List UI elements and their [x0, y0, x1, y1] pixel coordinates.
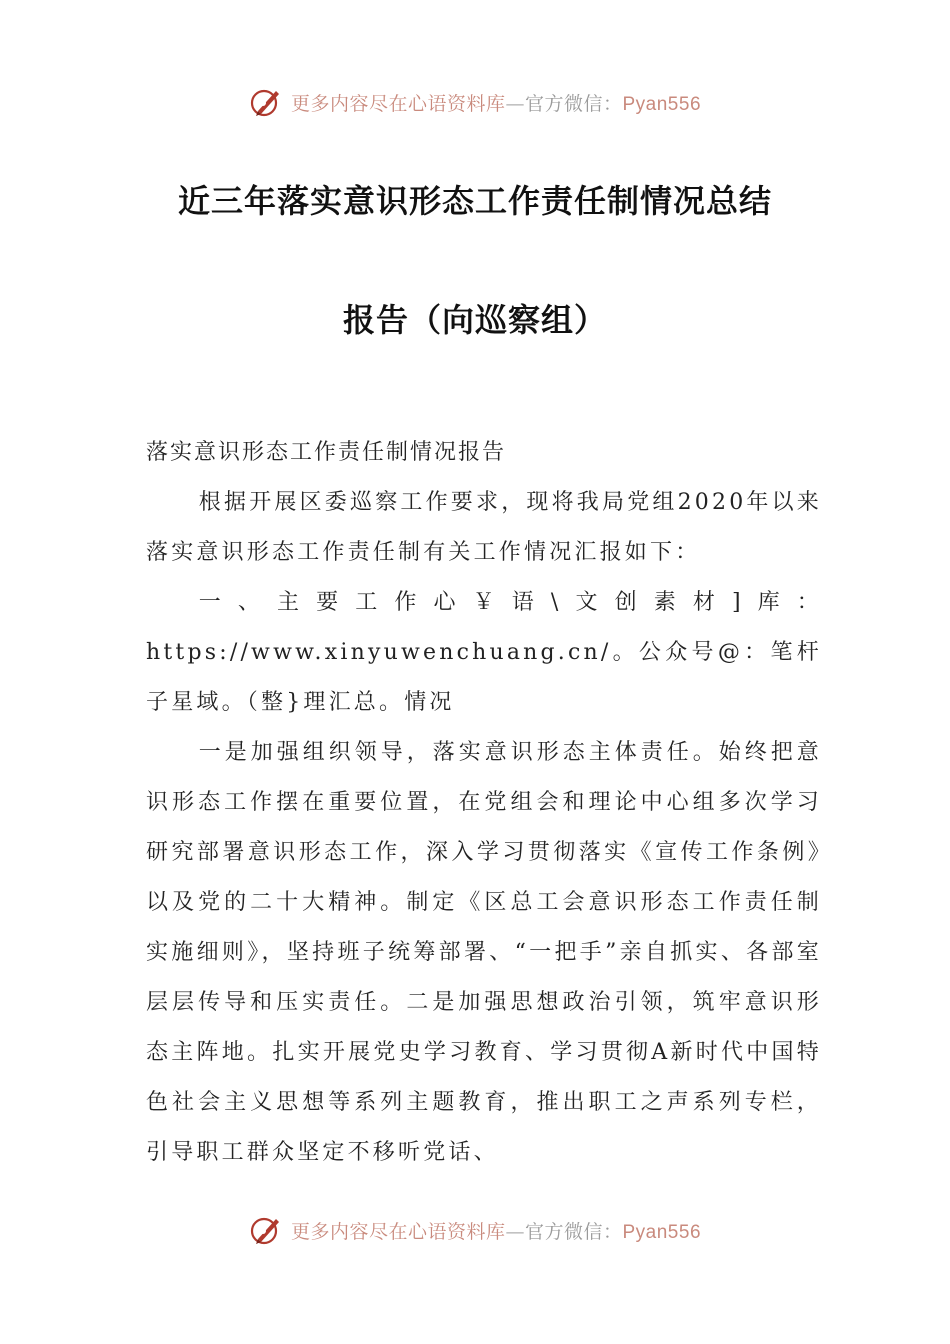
pen-seal-icon [249, 85, 283, 119]
banner-account: Pyan556 [622, 1221, 702, 1243]
paragraph-intro: 根据开展区委巡察工作要求，现将我局党组2020年以来落实意识形态工作责任制有关工作情况汇报如下： [146, 490, 822, 565]
banner-account: Pyan556 [622, 93, 702, 115]
banner-prefix: 更多内容尽在心语资料库 [290, 1220, 506, 1243]
header-banner [0, 82, 950, 122]
banner-text [291, 1217, 701, 1244]
paragraph-body: 一是加强组织领导，落实意识形态主体责任。始终把意识形态工作摆在重要位置，在党组会和理论中心组多次学习研究部署意识形态工作，深入学习贯彻落实《宣传工作条例》以及党的二十大精神。制定《区总工会意识形态工作责任制实施细则》，坚持班子统筹部署、“一把手”亲自抓实、各部室层层传导和压实责任。二是加强思想政治引领，筑牢意识形态主阵地。扎实开展党史学习教育、学习贯彻A新时代中国特色社会主义思想等系列主题教育，推出职工之声系列专栏，引导职工群众坚定不移听党话、 [146, 740, 822, 1165]
banner-dash: — [505, 1220, 525, 1243]
banner-dash: — [505, 92, 525, 115]
banner-wechat-label: 官方微信： [524, 1220, 623, 1243]
document-body [146, 428, 822, 1178]
banner-prefix: 更多内容尽在心语资料库 [290, 92, 506, 115]
pen-seal-icon [249, 1213, 283, 1247]
document-title-line2: 报告（向巡察组） [342, 301, 607, 339]
document-subtitle: 落实意识形态工作责任制情况报告 [146, 440, 507, 465]
paragraph-section-one: 一、主要工作心￥语\文创素材]库：https://www.xinyuwenchuang.cn/。公众号@：笔杆子星域。（整}理汇总。情况 [146, 590, 822, 715]
footer-banner [0, 1210, 950, 1250]
document-title-line1: 近三年落实意识形态工作责任制情况总结 [177, 182, 772, 220]
banner-wechat-label: 官方微信： [524, 92, 623, 115]
banner-text [291, 89, 701, 116]
